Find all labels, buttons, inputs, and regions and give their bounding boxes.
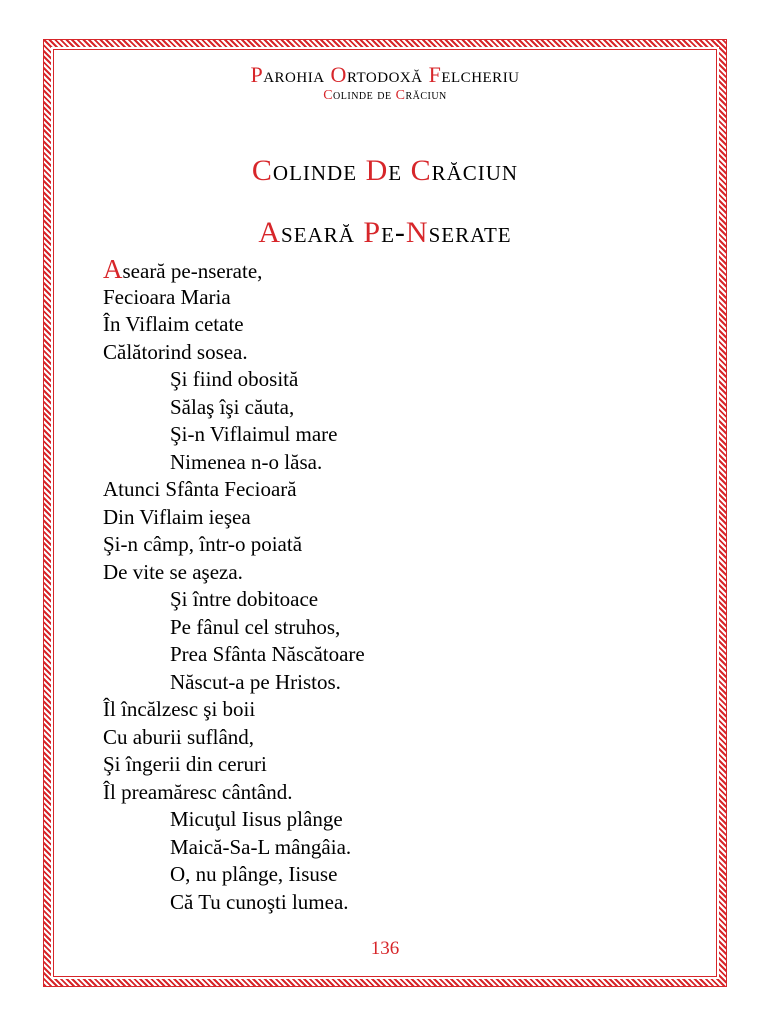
header-title-rest: arohia bbox=[263, 62, 331, 87]
poem-line: Şi fiind obosită bbox=[170, 367, 299, 391]
header-title-rest: elcheriu bbox=[441, 62, 520, 87]
poem-line: Că Tu cunoşti lumea. bbox=[170, 889, 349, 914]
poem-drop-cap: A bbox=[103, 254, 123, 284]
poem-line: De vite se aşeza. bbox=[103, 559, 243, 584]
header-subtitle-initial: C bbox=[395, 88, 406, 103]
poem-line: O, nu plânge, Iisuse bbox=[170, 862, 338, 886]
poem-line: Născut-a pe Hristos. bbox=[170, 669, 341, 694]
header-title-rest: rtodoxă bbox=[346, 62, 429, 87]
header-subtitle-rest: olinde de bbox=[333, 88, 396, 103]
poem-line: Şi-n Viflaimul mare bbox=[170, 422, 338, 446]
poem-line: Prea Sfânta Născătoare bbox=[170, 642, 365, 666]
section-title-rest: răciun bbox=[431, 154, 519, 187]
section-title-initial: C bbox=[410, 154, 432, 187]
poem-line: Maică-Sa-L mângâia. bbox=[170, 834, 352, 859]
poem-line: Din Viflaim ieşea bbox=[103, 504, 251, 529]
poem-line: Sălaş îşi căuta, bbox=[170, 394, 295, 419]
song-title-rest: seară bbox=[281, 216, 364, 249]
poem-line: Călătorind sosea. bbox=[103, 339, 248, 364]
section-title bbox=[53, 154, 717, 188]
poem-line: Pe fânul cel struhos, bbox=[170, 614, 341, 639]
poem-line: Nimenea n-o lăsa. bbox=[170, 449, 323, 474]
section-title-initial: C bbox=[251, 154, 273, 187]
page-header bbox=[53, 62, 717, 104]
song-title-initial: P bbox=[363, 216, 382, 249]
song-title-rest: e- bbox=[381, 216, 406, 249]
poem-line: Şi-n câmp, într-o poiată bbox=[103, 532, 303, 556]
poem-line: Îl preamăresc cântând. bbox=[103, 779, 293, 804]
section-title-rest: olinde bbox=[272, 154, 366, 187]
header-title bbox=[53, 62, 717, 88]
poem-line bbox=[103, 256, 623, 284]
poem-line: În Viflaim cetate bbox=[103, 312, 244, 336]
song-title-initial: N bbox=[405, 216, 429, 249]
song-title bbox=[53, 216, 717, 250]
header-subtitle bbox=[53, 88, 717, 104]
section-title-initial: D bbox=[365, 154, 389, 187]
poem-line-text: seară pe-nserate, bbox=[122, 259, 263, 283]
page-number: 136 bbox=[370, 938, 400, 959]
poem-line: Atunci Sfânta Fecioară bbox=[103, 477, 297, 501]
poem-line: Cu aburii suflând, bbox=[103, 724, 255, 749]
header-title-initial: F bbox=[428, 62, 442, 87]
poem-line: Fecioara Maria bbox=[103, 284, 231, 309]
header-title-initial: P bbox=[250, 62, 264, 87]
header-subtitle-initial: C bbox=[323, 88, 334, 103]
header-subtitle-rest: răciun bbox=[405, 88, 447, 103]
section-title-rest: e bbox=[388, 154, 411, 187]
header-title-initial: O bbox=[330, 62, 347, 87]
poem-line: Micuţul Iisus plânge bbox=[170, 807, 343, 831]
song-title-rest: serate bbox=[428, 216, 512, 249]
poem-line: Îl încălzesc şi boii bbox=[103, 697, 256, 721]
poem-line: Şi între dobitoace bbox=[170, 587, 319, 611]
poem-body bbox=[103, 256, 623, 916]
poem-line: Şi îngerii din ceruri bbox=[103, 752, 267, 776]
song-title-initial: A bbox=[258, 216, 282, 249]
